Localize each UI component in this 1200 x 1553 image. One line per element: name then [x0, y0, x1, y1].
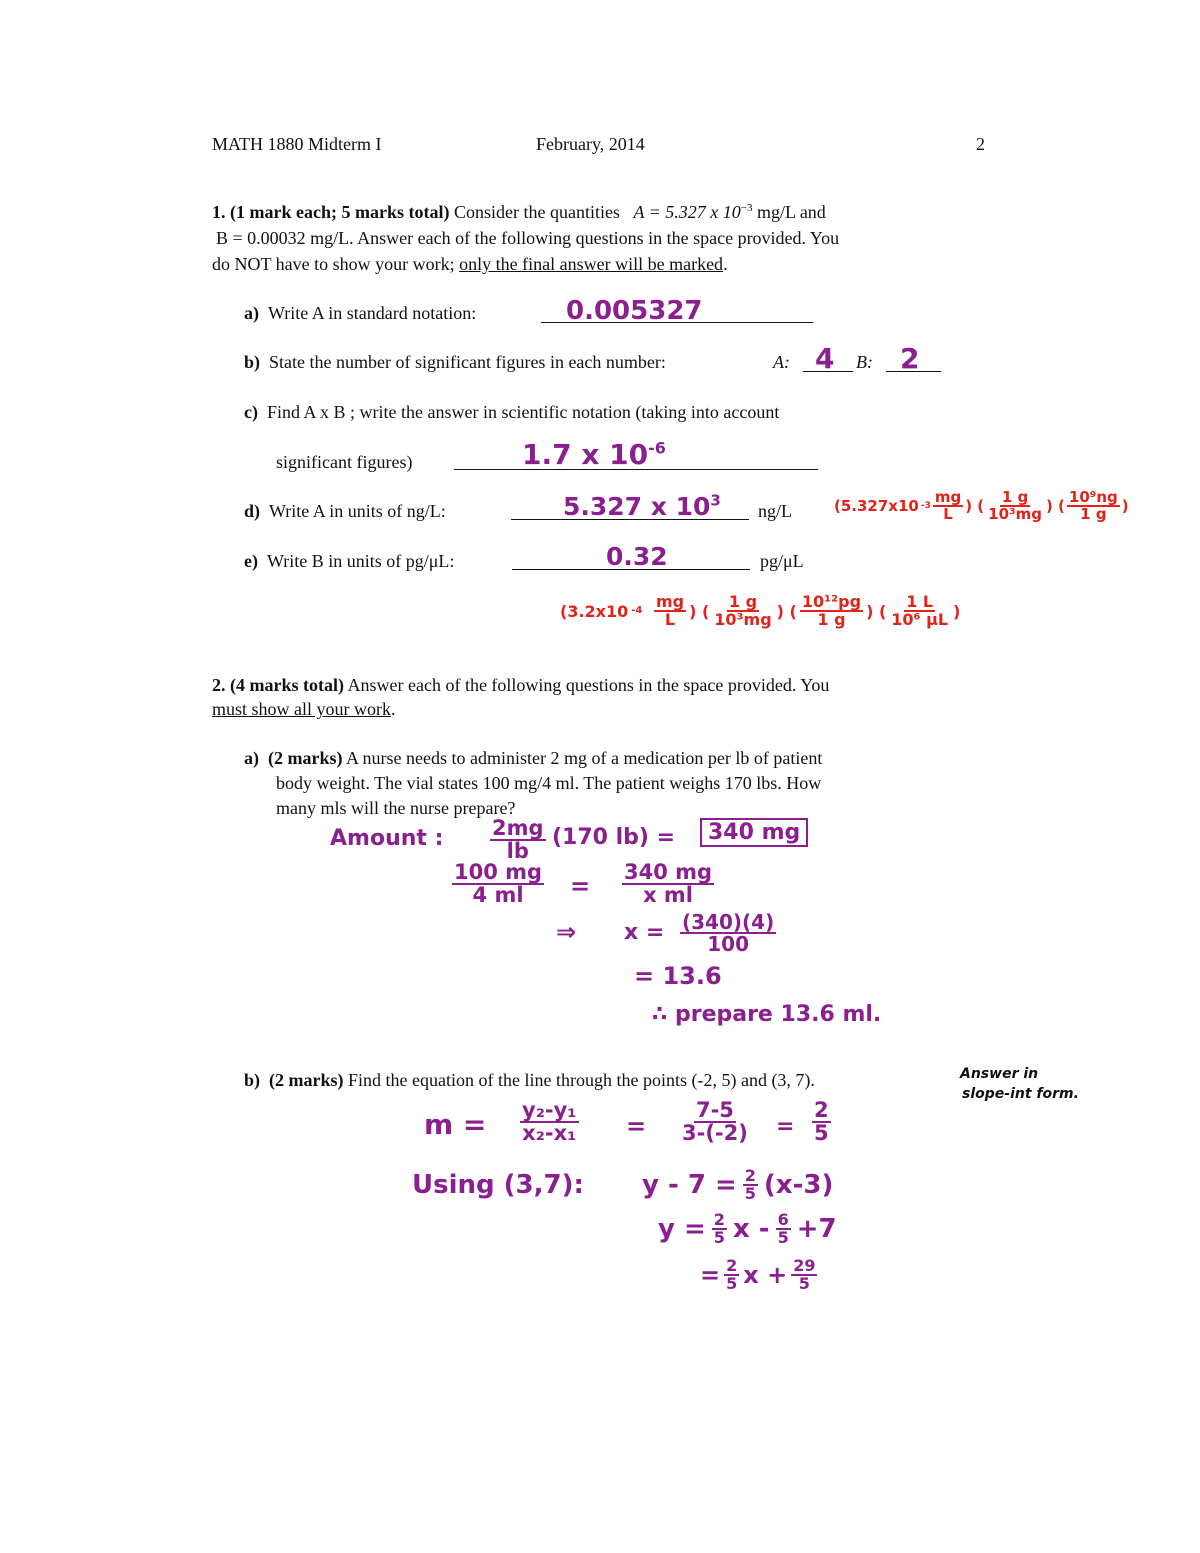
q1-a-def: A = 5.327 x 10	[633, 202, 741, 222]
q1d-work-frac1: $\frac{1 g}{\text{10³mg}}$	[988, 488, 1042, 523]
q2a-work-arrow: ⇒	[556, 918, 577, 946]
q2b-note-line2: slope-int form.	[962, 1086, 1079, 1102]
q1e-label: e)	[244, 551, 258, 571]
q1d	[244, 499, 446, 523]
q1d-work: (5.327x10 -3 $\frac{mg}{L}$ ) ( $\frac{1 g}{\text{10³mg}}$ ) ( $\frac{\text{10⁹ng}}{1 g}$ )	[834, 488, 1129, 523]
q2b-text: Find the equation of the line through the points (-2, 5) and (3, 7).	[343, 1070, 815, 1090]
q2b-line1-eq: y - 7 = $\frac{2}{5}$ (x-3)	[642, 1166, 834, 1203]
q1d-answer-text: 5.327 x 10	[563, 492, 711, 521]
q2a-work-340mg: $\frac{340 mg}{\text{x ml}}$	[624, 860, 713, 907]
q2b-frac3: $\frac{2}{5}$	[814, 1098, 829, 1145]
q2a-work-eq: =	[570, 872, 591, 900]
q1-a-unit: mg/L and	[752, 202, 826, 222]
q1b-text: State the number of significant figures in each number:	[269, 352, 666, 372]
q1c-label: c)	[244, 402, 258, 422]
q2a-work-2mg: $\frac{2mg}{lb}$	[492, 816, 544, 863]
q1-line3-start: do NOT have to show your work;	[212, 254, 460, 274]
q2b-m: m =	[424, 1108, 487, 1141]
q2b-frac1: $\frac{\text{y₂-y₁}}{\text{x₂-x₁}}$	[522, 1098, 577, 1145]
q1b-label: b)	[244, 352, 261, 372]
q1e-text: Write B in units of pg/μL:	[266, 551, 455, 571]
q1e-work: (3.2x10 -4 $\frac{mg}{L}$ ) ( $\frac{1 g}{\text{10³mg}}$ ) ( $\frac{\text{10¹²pg}}{1 g}$ ) ( $\frac{1 L}{\text{10⁶ μL}}$ )	[560, 592, 961, 629]
q1e	[244, 549, 454, 573]
q1-line3-end: .	[723, 254, 728, 274]
q2b-line3-eq: = $\frac{2}{5}$ x + $\frac{29}{5}$	[700, 1256, 816, 1293]
q2a-line1	[244, 746, 822, 770]
q2-line1	[212, 673, 829, 697]
q1e-work-base: (3.2x10	[560, 601, 629, 621]
q2b-using: Using (3,7):	[412, 1170, 584, 1200]
q1-line3-underlined: only the final answer will be marked	[459, 254, 724, 274]
q1d-work-base: (5.327x10	[834, 497, 919, 515]
q2a-work-340-boxed: 340 mg	[700, 818, 808, 847]
q2-intro: Answer each of the following questions in the space provided. You	[343, 675, 830, 695]
q1e-work-frac3: $\frac{1 L}{\text{10⁶ μL}}$	[891, 592, 949, 629]
q2b-line2-eq: y = $\frac{2}{5}$ x - $\frac{6}{5}$ +7	[658, 1210, 837, 1247]
q1c-answer-text: 1.7 x 10	[522, 438, 649, 471]
q1d-work-mgL: $\frac{mg}{L}$	[934, 488, 962, 523]
q2a-text1: A nurse needs to administer 2 mg of a medication per lb of patient	[342, 748, 823, 768]
q1-rest1: Answer each of the following questions in the space provided. You	[353, 228, 840, 248]
q1d-text: Write A in units of ng/L:	[269, 501, 446, 521]
q2-line2	[212, 697, 396, 721]
q2b-note-line1: Answer in	[960, 1066, 1039, 1082]
q2-line2-end: .	[391, 699, 396, 719]
q2b-eq2: =	[776, 1114, 795, 1139]
q2b-label: b)	[244, 1070, 261, 1090]
header-date: February, 2014	[536, 134, 645, 154]
q2a-work-x: x =	[624, 920, 665, 945]
q1c-text1: Find A x B ; write the answer in scientific notation (taking into account	[266, 402, 780, 422]
q1d-answer-exp: 3	[710, 491, 721, 510]
q2b-eq1: =	[626, 1112, 647, 1140]
q1a-label: a)	[244, 303, 259, 323]
q1d-unit: ng/L	[758, 501, 792, 521]
q2b-marks: (2 marks)	[269, 1070, 344, 1090]
q1b-b-answer: 2	[900, 342, 920, 375]
q1c-answer-exp: -6	[648, 438, 666, 458]
q1d-answer	[563, 492, 721, 521]
q2a-work-170: (170 lb) =	[552, 825, 676, 850]
q1-line3	[212, 252, 728, 276]
q1a-text: Write A in standard notation:	[268, 303, 477, 323]
q1b-b-label: B:	[856, 352, 873, 372]
page-number: 2	[976, 134, 985, 154]
q1b-a-label: A:	[773, 352, 790, 372]
q1-a-exp: −3	[740, 202, 753, 214]
q1a	[244, 301, 476, 325]
q1a-answer: 0.005327	[566, 296, 703, 326]
q2-number: 2.	[212, 675, 226, 695]
q1-b-def: B = 0.00032 mg/L.	[216, 228, 354, 248]
q1b-a-answer: 4	[815, 342, 835, 375]
q2a-work-result: = 13.6	[634, 962, 722, 990]
q2a-work-100mg: $\frac{100 mg}{4 ml}$	[454, 860, 543, 907]
q2a-work-final: ∴ prepare 13.6 ml.	[652, 1002, 882, 1027]
q1d-work-frac2: $\frac{\text{10⁹ng}}{1 g}$	[1068, 488, 1118, 523]
q1-line1	[212, 200, 826, 224]
q2a-line2: body weight. The vial states 100 mg/4 ml. The patient weighs 170 lbs. How	[276, 773, 822, 793]
q1-marks: (1 mark each; 5 marks total)	[230, 202, 450, 222]
q1e-work-frac1: $\frac{1 g}{\text{10³mg}}$	[714, 592, 772, 629]
q2a-marks: (2 marks)	[268, 748, 343, 768]
q2a-line3: many mls will the nurse prepare?	[276, 798, 516, 818]
q1e-work-mgL: $\frac{mg}{L}$	[655, 592, 685, 629]
q2-line2-underlined: must show all your work	[212, 699, 391, 719]
q1d-label: d)	[244, 501, 261, 521]
q1c-answer	[522, 438, 666, 471]
q2b-line1	[244, 1068, 815, 1092]
q1e-unit: pg/μL	[760, 551, 804, 571]
q2-marks: (4 marks total)	[230, 675, 344, 695]
q2a-work-amount: Amount :	[330, 826, 444, 851]
q1c-text2: significant figures)	[276, 452, 413, 472]
q1-number: 1.	[212, 202, 226, 222]
q1-line2	[216, 226, 839, 250]
q1e-answer: 0.32	[606, 542, 668, 571]
q2a-label: a)	[244, 748, 259, 768]
q1c-line1	[244, 400, 779, 424]
q1e-work-frac2: $\frac{\text{10¹²pg}}{1 g}$	[801, 592, 862, 629]
q1-intro: Consider the quantities	[453, 202, 620, 222]
q1b	[244, 350, 666, 374]
header-course: MATH 1880 Midterm I	[212, 134, 382, 154]
q2a-work-fraction: $\frac{(340)(4)}{100}$	[682, 910, 775, 956]
q2b-frac2: $\frac{7-5}{3-(-2)}$	[682, 1098, 748, 1145]
